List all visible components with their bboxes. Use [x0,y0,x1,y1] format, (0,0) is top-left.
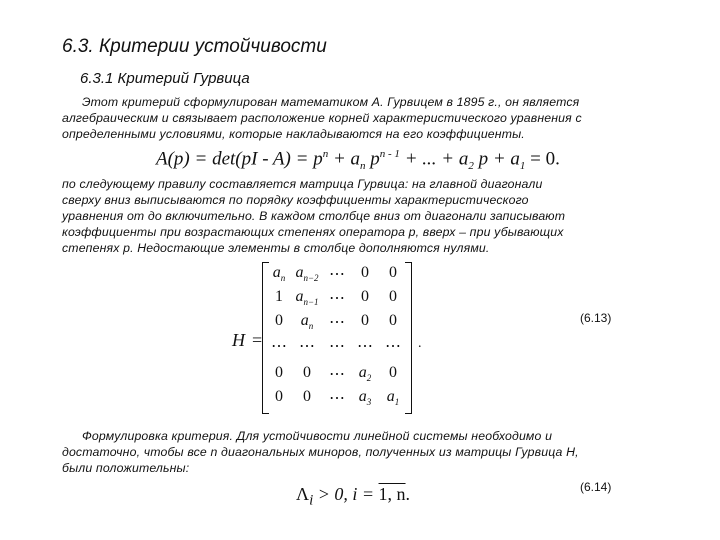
matrix-cell-value: a [295,288,304,305]
matrix-cell [322,388,352,408]
matrix-cell-subscript: 2 [366,373,372,384]
matrix-cell [264,312,294,330]
matrix-cell [378,288,408,306]
eq-lhs: A(p) = det(pI - A) = [156,148,314,170]
matrix-cell-value: a [358,364,367,381]
paragraph-line: достаточно, чтобы все n диагональных миноров, полученных из матрицы Гурвица H, [62,445,579,459]
eq-term: = 0. [525,148,560,170]
eq-range: 1, n [378,484,406,504]
matrix-cell [322,364,352,384]
eq-term: + ... + a [399,148,469,170]
eq-term: > 0, i = [313,484,379,504]
paragraph-line: уравнения от до включительно. В каждом столбце вниз от диагонали записывают [62,209,566,223]
matrix-cell-value: ⋯ [271,338,287,355]
eq-sup: n - 1 [379,148,400,160]
matrix-cell-value: ⋯ [329,266,345,283]
matrix-cell-value: 0 [361,264,369,281]
eq-sub: 2 [468,160,474,173]
matrix-cell [264,264,294,283]
matrix-cell-subscript: n−2 [303,273,319,284]
matrix-cell [292,336,322,356]
matrix-cell-subscript: 1 [394,397,400,408]
eq-term: . [405,484,411,504]
matrix-cell-subscript: n [280,273,286,284]
matrix-cell [264,388,294,406]
matrix-trailing-dot: . [418,336,422,351]
matrix-cell-value: a [386,388,395,405]
matrix-cell-value: ⋯ [299,338,315,355]
matrix-cell-value: a [358,388,367,405]
paragraph-line: определенными условиями, которые накладываются на его коэффициенты. [62,127,525,141]
paragraph-line: по следующему правилу составляется матрица Гурвица: на главной диагонали [62,177,543,191]
matrix-cell-value: 0 [389,364,397,381]
matrix-cell [350,336,380,356]
matrix-label: H [232,330,245,350]
matrix-cell-value: 0 [275,312,283,329]
paragraph-line: были положительны: [62,461,190,475]
matrix-cell-value: 0 [275,364,283,381]
matrix-cell-value: ⋯ [329,366,345,383]
matrix-cell-value: 0 [389,312,397,329]
eq-sub: 1 [519,160,526,173]
matrix-equals: = [252,330,263,350]
matrix-cell [292,388,322,406]
matrix-cell [378,364,408,382]
eq-sub: i [309,492,314,509]
matrix-cell-value: 0 [389,264,397,281]
matrix-cell [378,336,408,356]
eq-term: p [365,148,380,170]
matrix-cell [378,264,408,282]
matrix-cell-subscript: 3 [366,397,372,408]
matrix-cell [264,364,294,382]
matrix-cell-subscript: n [308,321,314,332]
matrix-cell [292,288,322,307]
matrix-cell-value: ⋯ [357,338,373,355]
matrix-cell-value: 0 [303,364,311,381]
matrix-cell-value: 0 [303,388,311,405]
paragraph-line: коэффициенты при возрастающих степенях оператора p, вверх – при убывающих [62,225,564,239]
matrix-cell [322,312,352,332]
matrix-cell [350,364,380,383]
eq-term: p + a [473,148,520,170]
paragraph-rule [62,176,642,256]
paragraph-intro [62,94,582,142]
matrix-cell-value: 0 [361,312,369,329]
hurwitz-matrix [262,262,412,412]
matrix-cell-value: ⋯ [329,290,345,307]
eq-sub: n [360,160,366,173]
equation-number: (6.13) [580,311,612,325]
matrix-cell [264,288,294,306]
matrix-cell-value: a [300,312,309,329]
matrix-cell [264,336,294,356]
paragraph-line: Формулировка критерия. Для устойчивости линейной системы необходимо и [82,429,553,443]
eq-sup: n [322,148,329,160]
paragraph-line: алгебраическим и связывает расположение корней характеристического уравнения с [62,111,582,125]
section-title: 6.3. Критерии устойчивости [62,36,327,57]
paragraph-line: степенях p. Недостающие элементы в столбце дополняются нулями. [62,241,490,255]
matrix-cell-value: a [272,264,281,281]
matrix-cell [322,264,352,284]
matrix-cell [350,264,380,282]
eq-symbol: Λ [296,484,310,504]
matrix-cell-value: ⋯ [329,390,345,407]
eq-term: + a [328,148,361,170]
matrix-cell [378,388,408,407]
matrix-cell [350,288,380,306]
paragraph-criterion [62,428,579,476]
matrix-cell [292,312,322,331]
matrix-cell-subscript: n−1 [303,297,319,308]
matrix-cell-value: 0 [275,388,283,405]
minors-condition-equation [296,484,410,510]
eq-term: p [313,148,323,170]
matrix-cell [292,364,322,382]
matrix-cell [292,264,322,283]
matrix-cell [322,288,352,308]
paragraph-line: Этот критерий сформулирован математиком А. Гурвицем в 1895 г., он является [82,95,580,109]
matrix-cell-value: ⋯ [385,338,401,355]
matrix-cell-value: ⋯ [329,338,345,355]
matrix-cell [350,388,380,407]
subsection-title: 6.3.1 Критерий Гурвица [80,70,250,87]
matrix-cell-value: ⋯ [329,314,345,331]
paragraph-line: сверху вниз выписываются по порядку коэффициенты характеристического [62,193,529,207]
matrix-cell [378,312,408,330]
matrix-cell-value: 1 [275,288,283,305]
matrix-cell-value: 0 [389,288,397,305]
characteristic-equation [156,148,560,172]
matrix-cell-value: a [295,264,304,281]
matrix-cell [322,336,352,356]
matrix-cell [350,312,380,330]
matrix-cell-value: 0 [361,288,369,305]
equation-number: (6.14) [580,480,612,494]
